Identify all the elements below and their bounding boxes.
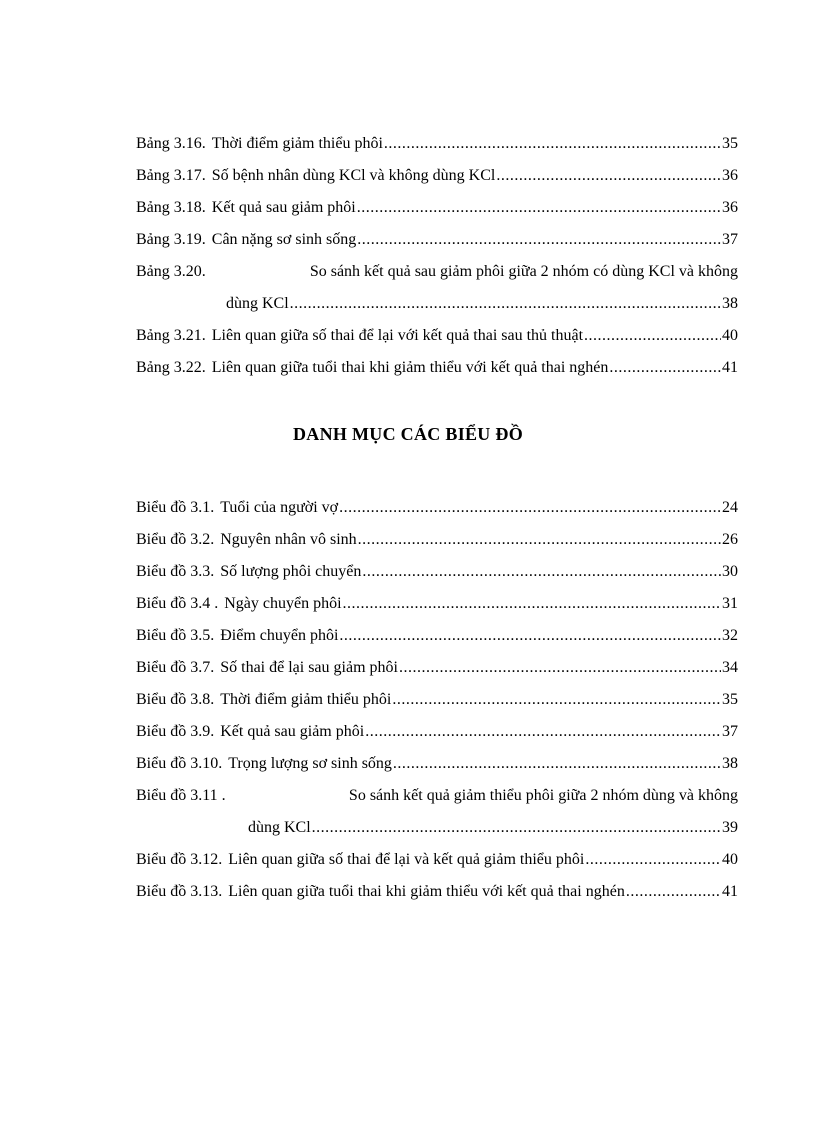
entry-label: Biểu đồ 3.10. bbox=[136, 755, 223, 772]
dot-leader bbox=[362, 560, 721, 584]
charts-section-heading: DANH MỤC CÁC BIỂU ĐỒ bbox=[293, 424, 523, 444]
entry-title: Thời điểm giảm thiểu phôi bbox=[211, 135, 383, 152]
dot-leader bbox=[343, 592, 721, 616]
entry-label: Bảng 3.22. bbox=[136, 359, 206, 376]
dot-leader bbox=[365, 720, 721, 744]
toc-entry-chart-3-10[interactable] bbox=[136, 752, 738, 784]
entry-title: Tuổi của người vợ bbox=[220, 499, 339, 516]
entry-page-number: 39 bbox=[722, 819, 738, 836]
toc-entry-chart-3-7[interactable] bbox=[136, 656, 738, 688]
entry-title: Nguyên nhân vô sinh bbox=[220, 531, 357, 548]
entry-page-number: 40 bbox=[722, 327, 738, 344]
entry-page-number: 37 bbox=[722, 231, 738, 248]
entry-title: Thời điểm giảm thiểu phôi bbox=[220, 691, 392, 708]
dot-leader bbox=[392, 688, 721, 712]
entry-label: Bảng 3.16. bbox=[136, 135, 206, 152]
entry-label: Biểu đồ 3.7. bbox=[136, 659, 215, 676]
dot-leader bbox=[312, 816, 721, 840]
entry-title-line2: dùng KCl bbox=[226, 295, 289, 312]
dot-leader bbox=[357, 228, 721, 252]
entry-page-number: 38 bbox=[722, 295, 738, 312]
entry-label: Biểu đồ 3.5. bbox=[136, 627, 215, 644]
entry-label: Bảng 3.20. bbox=[136, 263, 206, 280]
dot-leader bbox=[384, 132, 721, 156]
entry-title-line2: dùng KCl bbox=[248, 819, 311, 836]
entry-title: Liên quan giữa tuổi thai khi giảm thiểu với kết quả thai nghén bbox=[228, 883, 625, 900]
dot-leader bbox=[496, 164, 721, 188]
entry-label: Biểu đồ 3.3. bbox=[136, 563, 215, 580]
entry-title: Kết quả sau giảm phôi bbox=[211, 199, 356, 216]
entry-page-number: 37 bbox=[722, 723, 738, 740]
entry-title-line1: So sánh kết quả sau giảm phôi giữa 2 nhóm có dùng KCl và không bbox=[309, 263, 738, 280]
entry-page-number: 36 bbox=[722, 167, 738, 184]
entry-label: Biểu đồ 3.8. bbox=[136, 691, 215, 708]
toc-entry-chart-3-4[interactable] bbox=[136, 592, 738, 624]
entry-title: Liên quan giữa số thai để lại và kết quả giảm thiểu phôi bbox=[228, 851, 585, 868]
dot-leader bbox=[393, 752, 721, 776]
toc-entry-chart-3-1[interactable] bbox=[136, 496, 738, 528]
toc-entry-chart-3-5[interactable] bbox=[136, 624, 738, 656]
entry-page-number: 35 bbox=[722, 135, 738, 152]
entry-page-number: 34 bbox=[722, 659, 738, 676]
dot-leader bbox=[585, 848, 721, 872]
entry-page-number: 26 bbox=[722, 531, 738, 548]
entry-page-number: 36 bbox=[722, 199, 738, 216]
toc-entry-table-3-16[interactable] bbox=[136, 132, 738, 164]
toc-entry-chart-3-8[interactable] bbox=[136, 688, 738, 720]
entry-label: Biểu đồ 3.11 . bbox=[136, 787, 226, 804]
dot-leader bbox=[358, 528, 721, 552]
entry-label: Biểu đồ 3.2. bbox=[136, 531, 215, 548]
toc-entry-table-3-19[interactable] bbox=[136, 228, 738, 260]
dot-leader bbox=[399, 656, 721, 680]
entry-page-number: 30 bbox=[722, 563, 738, 580]
entry-title: Kết quả sau giảm phôi bbox=[220, 723, 365, 740]
entry-label: Biểu đồ 3.12. bbox=[136, 851, 223, 868]
toc-entry-chart-3-13[interactable] bbox=[136, 880, 738, 912]
entry-page-number: 40 bbox=[722, 851, 738, 868]
entry-page-number: 41 bbox=[722, 883, 738, 900]
dot-leader bbox=[584, 324, 721, 348]
entry-page-number: 32 bbox=[722, 627, 738, 644]
entry-label: Bảng 3.21. bbox=[136, 327, 206, 344]
entry-label: Biểu đồ 3.1. bbox=[136, 499, 215, 516]
table-list bbox=[136, 132, 738, 388]
toc-entry-chart-3-9[interactable] bbox=[136, 720, 738, 752]
dot-leader bbox=[290, 292, 721, 316]
toc-entry-table-3-17[interactable] bbox=[136, 164, 738, 196]
entry-title: Liên quan giữa số thai để lại với kết quả thai sau thủ thuật bbox=[211, 327, 584, 344]
entry-page-number: 31 bbox=[722, 595, 738, 612]
dot-leader bbox=[626, 880, 721, 904]
entry-page-number: 35 bbox=[722, 691, 738, 708]
entry-title: Trọng lượng sơ sinh sống bbox=[228, 755, 392, 772]
entry-page-number: 41 bbox=[722, 359, 738, 376]
toc-entry-chart-3-11[interactable] bbox=[136, 784, 738, 848]
toc-entry-chart-3-3[interactable] bbox=[136, 560, 738, 592]
entry-label: Bảng 3.17. bbox=[136, 167, 206, 184]
dot-leader bbox=[609, 356, 721, 380]
chart-list bbox=[136, 496, 738, 912]
toc-entry-table-3-21[interactable] bbox=[136, 324, 738, 356]
entry-title: Điểm chuyển phôi bbox=[220, 627, 339, 644]
entry-title-line1: So sánh kết quả giảm thiểu phôi giữa 2 nhóm dùng và không bbox=[348, 787, 738, 804]
entry-title: Liên quan giữa tuổi thai khi giảm thiểu với kết quả thai nghén bbox=[211, 359, 609, 376]
entry-label: Biểu đồ 3.13. bbox=[136, 883, 223, 900]
entry-label: Biểu đồ 3.9. bbox=[136, 723, 215, 740]
entry-title: Cân nặng sơ sinh sống bbox=[211, 231, 357, 248]
entry-page-number: 24 bbox=[722, 499, 738, 516]
toc-entry-table-3-18[interactable] bbox=[136, 196, 738, 228]
dot-leader bbox=[339, 624, 721, 648]
entry-label: Bảng 3.19. bbox=[136, 231, 206, 248]
entry-label: Biểu đồ 3.4 . bbox=[136, 595, 219, 612]
toc-entry-chart-3-2[interactable] bbox=[136, 528, 738, 560]
entry-label: Bảng 3.18. bbox=[136, 199, 206, 216]
entry-title: Số bệnh nhân dùng KCl và không dùng KCl bbox=[211, 167, 496, 184]
toc-entry-chart-3-12[interactable] bbox=[136, 848, 738, 880]
entry-title: Ngày chuyển phôi bbox=[224, 595, 342, 612]
dot-leader bbox=[339, 496, 721, 520]
dot-leader bbox=[357, 196, 721, 220]
toc-entry-table-3-20[interactable] bbox=[136, 260, 738, 324]
entry-title: Số lượng phôi chuyển bbox=[220, 563, 362, 580]
entry-title: Số thai để lại sau giảm phôi bbox=[220, 659, 398, 676]
toc-entry-table-3-22[interactable] bbox=[136, 356, 738, 388]
entry-page-number: 38 bbox=[722, 755, 738, 772]
